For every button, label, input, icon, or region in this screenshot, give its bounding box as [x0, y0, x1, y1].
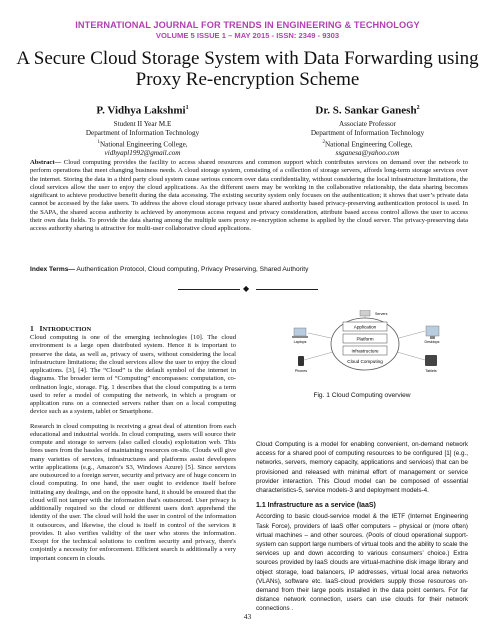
index-terms-text: Authentication Protocol, Cloud computing, Privacy Preserving, Shared Authority	[74, 266, 309, 273]
svg-text:Servers: Servers	[375, 312, 388, 316]
index-terms-label: Index Terms—	[30, 266, 75, 273]
right-column	[256, 440, 468, 620]
cloud-label: Cloud Computing	[347, 359, 383, 364]
subsection-heading: 1.1 Infrastructure as a service (IaaS)	[256, 502, 376, 510]
author-name: P. Vidhya Lakshmi$^1$	[96, 104, 189, 117]
intro-paragraph-1: Cloud computing is one of the emerging technologies [10]. The cloud environment is a large open distributed system. Hence it is important to preserve the data, as well as, privacy of users, without considering the local infrastructure limitations; the cloud services allow the user to enjoy the cloud applications. [3], [4]. The “Cloud” is the default symbol of the internet in diagrams. The broader term of “Computing” encompasses: computation, co-ordination logic, storage. Fig. 1 describes that the cloud computing is a term used to refer a model of computing the network, in which a program or application runs on a connected servers rather than on a local computing device such as a system, tablet or Smartphone.	[30, 334, 236, 416]
author-college: $^1$National Engineering College,	[97, 139, 188, 149]
paper-title: A Secure Cloud Storage System with Data Forwarding using Proxy Re-encryption Scheme	[16, 48, 479, 90]
cloud-computing-figure	[280, 310, 450, 376]
section-separator	[178, 284, 318, 294]
author-name: Dr. S. Sankar Ganesh$^2$	[315, 104, 420, 117]
journal-issue: VOLUME 5 ISSUE 1 – MAY 2015 - ISSN: 2349 - 9303	[155, 31, 340, 40]
figure-caption: Fig. 1 Cloud Computing overview	[313, 392, 411, 399]
author-block-2	[275, 102, 460, 158]
abstract-label: Abstract—	[30, 159, 62, 166]
author-email[interactable]: ssganesa@yahoo.com	[335, 149, 400, 158]
laptop-icon	[292, 328, 308, 344]
svg-text:Desktops: Desktops	[424, 340, 440, 344]
left-column	[30, 334, 236, 569]
separator-line	[256, 289, 318, 290]
right-paragraph-1: Cloud Computing is a model for enabling convenient, on-demand network access for a shared pool of computing resources to be configured [1] (e.g., networks, servers, memory capacity, applications and services) that can be provisioned and released with minimal effort of management or service provider interaction. This Cloud model can be composed of essential characteristics-5, service models-3 and deployment models-4.	[256, 441, 468, 495]
tablet-icon	[425, 355, 437, 373]
author-role: Associate Professor	[339, 119, 396, 128]
desktop-icon	[425, 326, 440, 344]
intro-paragraph-2: Research in cloud computing is receiving a great deal of attention from each educational and industrial worlds. In cloud computing, users will source their compute and storage to servers (also called clouds) exploitation web. This frees users from the hassles of maintaining resources on-site. Clouds will give many varieties of services, infrastructures and platforms assist developers write applications (e.g., Amazon’s S3, Windows Azure) [5]. Since services are outsourced to a foreign server, security and privacy are of huge concern in cloud computing. In one hand, the user ought to evidence itself before initiating any dealings, and on the opposite hand, it should be ensured that the cloud will not tamper with the information that's outsourced. User privacy is additionally required so the cloud or different users don't apprehend the identity of the user. The cloud will hold the user in control of the information it outsources, and likewise, the cloud is itself in control of the services it provides. It also verifies validity of the user who stores the information. Except for the technical solutions to confirm security and privacy, there's conjointly a necessity for enforcement. Efficient search is additionally a very important concern in clouds.	[30, 422, 236, 562]
abstract	[30, 159, 468, 234]
svg-text:Phones: Phones	[294, 369, 308, 373]
svg-text:Laptops: Laptops	[293, 340, 307, 344]
journal-name: INTERNATIONAL JOURNAL FOR TRENDS IN ENGINEERING & TECHNOLOGY	[75, 20, 420, 30]
section-heading: 1 INTRODUCTION	[30, 324, 92, 333]
separator-line	[178, 289, 240, 290]
right-paragraph-2: According to basic cloud-service model & the IETF (Internet Engineering Task Force), providers of IaaS offer computers – physical or (more often) virtual machines – and other sources. (Pools of cloud operational support-system can support large numbers of virtual tools and the ability to scale the services up and down according to various consumers’ choice.) Extra sources provided by IaaS clouds are virtual-machine disk image library and object storage, load balancers, IP addresses, virtual local area networks (VLANs), software etc. IaaS-cloud providers supply those resources on-demand from their large pools installed in the data point centers. For far distance network connection, users can use clouds for their network connections .	[256, 513, 468, 613]
svg-text:Infrastructure: Infrastructure	[351, 348, 379, 354]
author-block-1	[50, 102, 235, 158]
author-college: $^2$National Engineering College,	[322, 139, 413, 149]
page-number: 43	[243, 612, 252, 621]
author-dept: Department of Information Technology	[310, 128, 425, 137]
server-icon	[360, 310, 388, 316]
author-role: Student II Year M.E	[113, 119, 172, 128]
author-dept: Department of Information Technology	[85, 128, 200, 137]
svg-text:Application: Application	[353, 324, 377, 330]
journal-header	[0, 20, 495, 41]
author-email[interactable]: vidhyapl1992@gmail.com	[104, 149, 181, 158]
svg-text:Tablets: Tablets	[425, 369, 437, 373]
phone-icon	[295, 356, 307, 373]
diamond-icon: ◆	[243, 284, 250, 293]
layer-application	[343, 322, 387, 331]
layer-platform	[343, 334, 387, 343]
svg-text:Platform: Platform	[356, 336, 374, 342]
abstract-text: Cloud computing provides the facility to access shared resources and common support which contributes services on demand over the network to perform operations that meet changing business needs. A cloud storage system, consisting of a collection of storage servers, affords long-term storage services over the internet. Storing the data in a third party cloud system cause serious concern over data confidentiality, without considering the local infrastructure limitations, the cloud services allow the user to enjoy the cloud applications. As the different users may be working in the collaborative relationship, the data sharing becomes significant to achieve productive benefit during the data accessing. The existing security system only focuses on the authentication; it shows that user’s private data cannot be accessed by the fake users. To address the above cloud storage privacy issue shared authority based privacy-preserving authentication protocol is used. In the SAPA, the shared access authority is achieved by anonymous access request and privacy consideration, attribute based access control allows the user to access their own data fields. To provide the data sharing among the multiple users proxy re-encryption scheme is applied by the cloud server. The privacy-preserving data access authority sharing is attractive for multi-user collaborative cloud applications.	[30, 159, 468, 233]
layer-infrastructure	[343, 346, 387, 355]
index-terms	[30, 266, 468, 274]
